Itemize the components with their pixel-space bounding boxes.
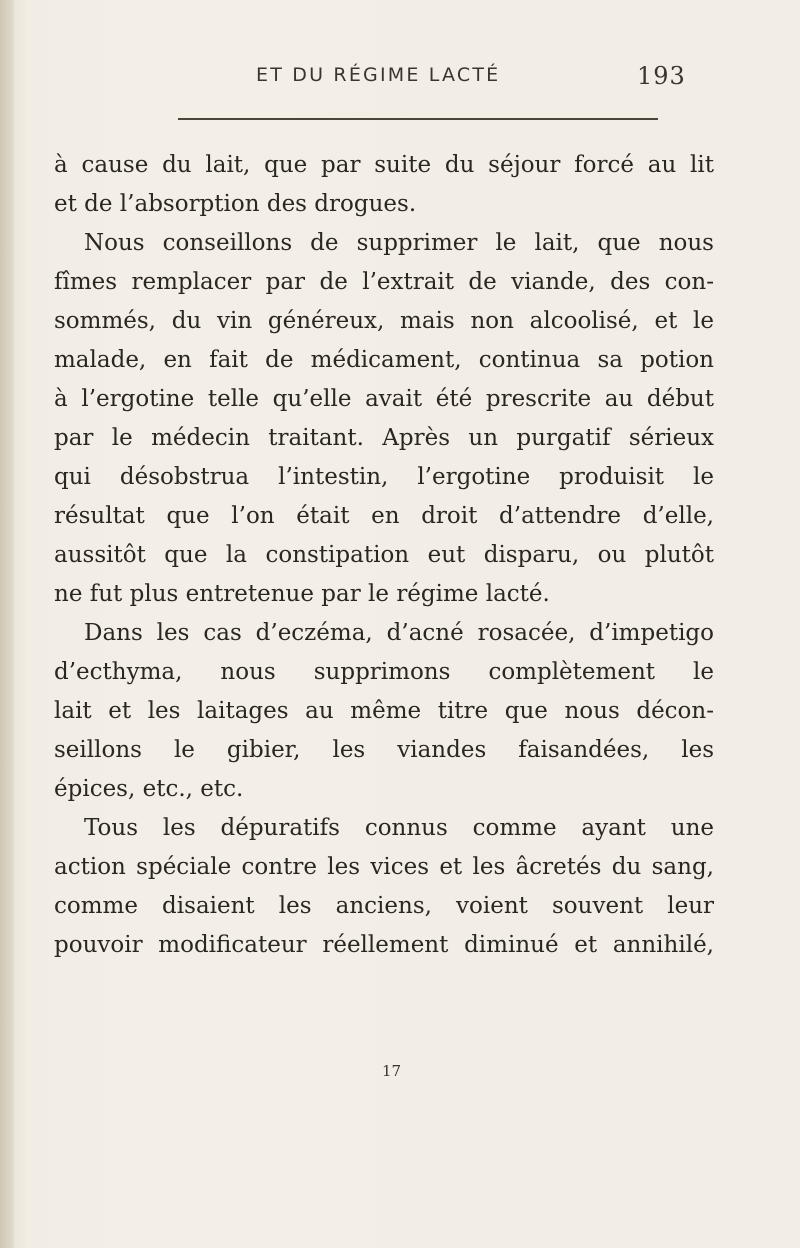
text-line: comme disaient les anciens, voient souvent leur: [54, 893, 714, 919]
text-line: par le médecin traitant. Après un purgatif sérieux: [54, 425, 714, 451]
text-line: seillons le gibier, les viandes faisandées, les: [54, 737, 714, 763]
text-line: lait et les laitages au même titre que nous décon-: [54, 698, 714, 724]
text-line: pouvoir modificateur réellement diminué et annihilé,: [54, 932, 714, 958]
text-line: malade, en fait de médicament, continua sa potion: [54, 347, 714, 373]
text-line: action spéciale contre les vices et les âcretés du sang,: [54, 854, 714, 880]
text-line: qui désobstrua l’intestin, l’ergotine produisit le: [54, 464, 714, 490]
text-line: à cause du lait, que par suite du séjour forcé au lit: [54, 152, 714, 178]
text-line: épices, etc., etc.: [54, 776, 244, 802]
running-head: [0, 64, 800, 94]
text-line: aussitôt que la constipation eut disparu, ou plutôt: [54, 542, 714, 568]
text-line: à l’ergotine telle qu’elle avait été prescrite au début: [54, 386, 714, 412]
text-line: résultat que l’on était en droit d’attendre d’elle,: [54, 503, 714, 529]
text-line: d’ecthyma, nous supprimons complètement le: [54, 659, 714, 685]
text-line: Tous les dépuratifs connus comme ayant une: [84, 815, 714, 841]
text-line: sommés, du vin généreux, mais non alcoolisé, et le: [54, 308, 714, 334]
text-line: ne fut plus entretenue par le régime lacté.: [54, 581, 550, 607]
running-title: ET DU RÉGIME LACTÉ: [256, 64, 501, 86]
signature-mark: 17: [382, 1062, 402, 1080]
page-number: 193: [637, 62, 686, 90]
body-text: [54, 146, 714, 965]
text-line: fîmes remplacer par de l’extrait de viande, des con-: [54, 269, 714, 295]
text-line: et de l’absorption des drogues.: [54, 191, 417, 217]
text-line: Nous conseillons de supprimer le lait, que nous: [84, 230, 714, 256]
text-line: Dans les cas d’eczéma, d’acné rosacée, d’impetigo: [84, 620, 714, 646]
header-rule: [178, 118, 658, 120]
binding-edge: [0, 0, 14, 1248]
